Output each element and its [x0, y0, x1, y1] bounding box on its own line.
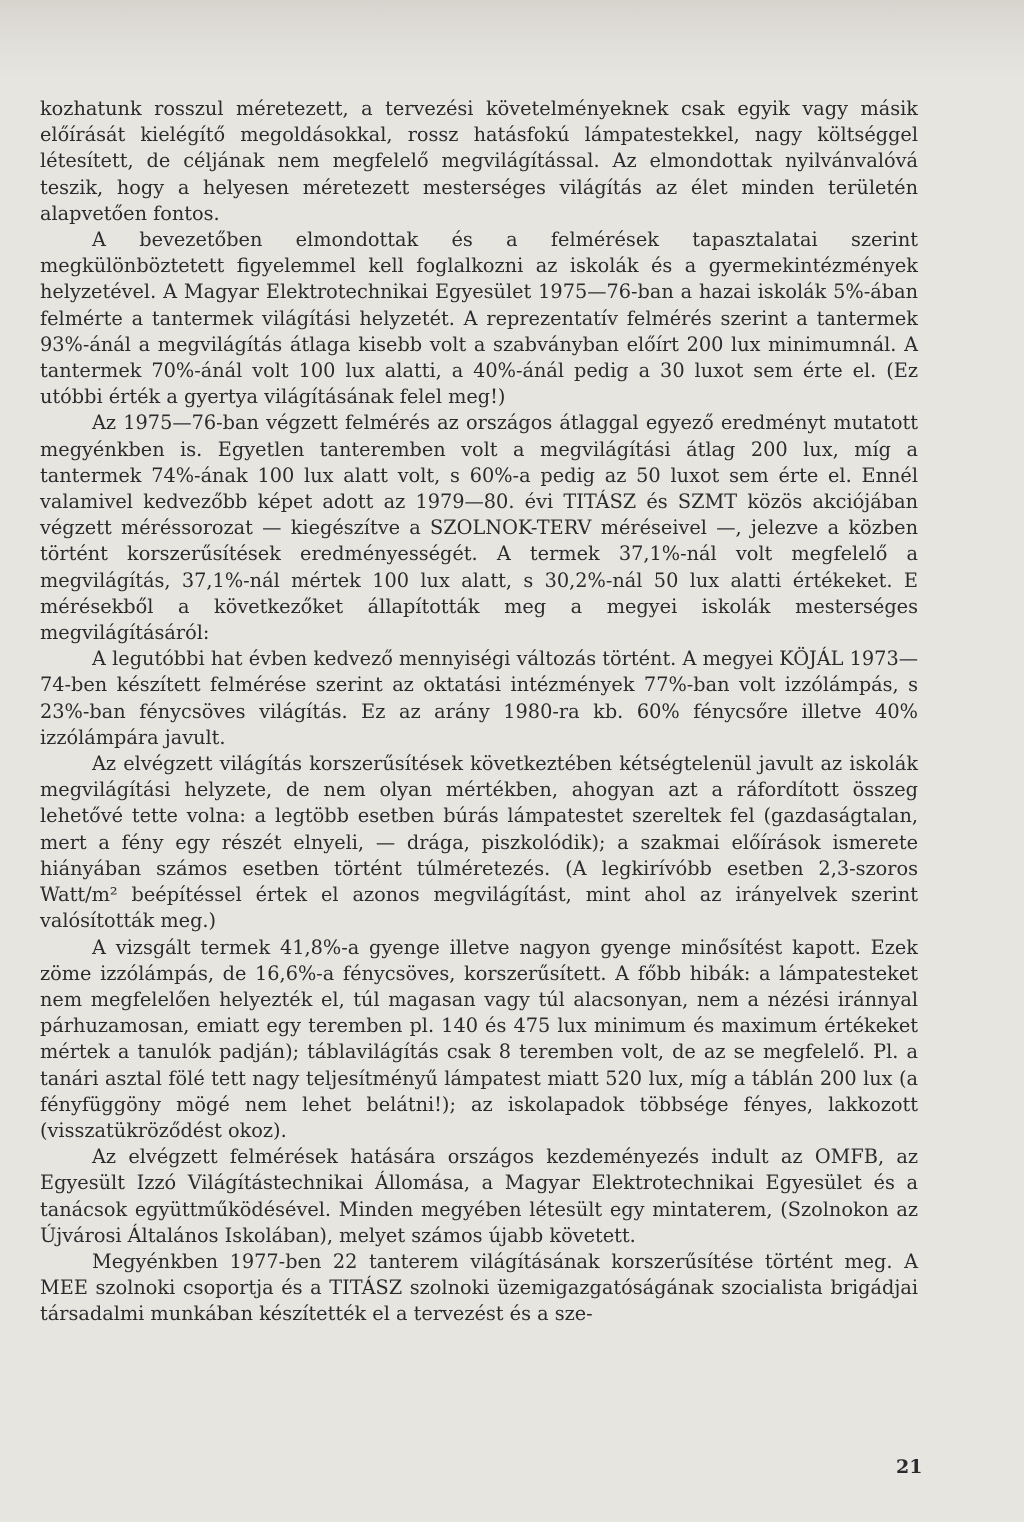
paragraph-6: A vizsgált termek 41,8%-a gyenge illetve nagyon gyenge minősítést kapott. Ezek zöme izzólámpás, de 16,6%-a fénycsöves, korszerűsített. A főbb hibák: a lámpatesteket nem megfelelően helyezték el, túl magasan vagy túl alacsonyan, nem a nézési iránnyal párhuzamosan, emiatt egy teremben pl. 140 és 475 lux minimum és maximum értékeket mértek a tanulók padján); táblavilágítás csak 8 teremben volt, de az se megfelelő. Pl. a tanári asztal fölé tett nagy teljesítményű lámpatest miatt 520 lux, míg a táblán 200 lux (a fényfüggöny mögé nem lehet belátni!); az iskolapadok többsége fényes, lakkozott (visszatükröződést okoz).: [40, 935, 918, 1142]
paragraph-8: Megyénkben 1977-ben 22 tanterem világításának korszerűsítése történt meg. A MEE szolnoki csoportja és a TITÁSZ szolnoki üzemigazgatóságának szocialista brigádjai társadalmi munkában készítették el a tervezést és a sze-: [40, 1249, 918, 1326]
paragraph-4: A legutóbbi hat évben kedvező mennyiségi változás történt. A megyei KÖJÁL 1973—74-ben készített felmérése szerint az oktatási intézmények 77%-ban volt izzólámpás, s 23%-ban fénycsöves világítás. Ez az arány 1980-ra kb. 60% fénycsőre illetve 40% izzólámpára javult.: [40, 647, 918, 749]
page-number: 21: [896, 1456, 923, 1478]
paragraph-5: Az elvégzett világítás korszerűsítések következtében kétségtelenül javult az iskolák megvilágítási helyzete, de nem olyan mértékben, ahogyan azt a ráfordított összeg lehetővé tette volna: a legtöbb esetben búrás lámpatestet szereltek fel (gazdaságtalan, mert a fény egy részét elnyeli, — drága, piszkolódik); a szakmai előírások ismerete hiányában számos esetben történt túlméretezés. (A legkirívóbb esetben 2,3-szoros Watt/m² beépítéssel értek el azonos megvilágítást, mint ahol az irányelvek szerint valósították meg.): [40, 752, 918, 933]
scan-top-shadow: [0, 0, 1024, 80]
page-body: [40, 96, 918, 1328]
paragraph-2: A bevezetőben elmondottak és a felmérések tapasztalatai szerint megkülönböztetett figyelemmel kell foglalkozni az iskolák és a gyermekintézmények helyzetével. A Magyar Elektrotechnikai Egyesület 1975—76-ban a hazai iskolák 5%-ában felmérte a tantermek világítási helyzetét. A reprezentatív felmérés szerint a tantermek 93%-ánál a megvilágítás átlaga kisebb volt a szabványban előírt 200 lux minimumnál. A tantermek 70%-ánál volt 100 lux alatti, a 40%-ánál pedig a 30 luxot sem érte el. (Ez utóbbi érték a gyertya világításának felel meg!): [40, 228, 918, 409]
paragraph-3: Az 1975—76-ban végzett felmérés az országos átlaggal egyező eredményt mutatott megyénkben is. Egyetlen tanteremben volt a megvilágítási átlag 200 lux, míg a tantermek 74%-ának 100 lux alatt volt, s 60%-a pedig az 50 luxot sem érte el. Ennél valamivel kedvezőbb képet adott az 1979—80. évi TITÁSZ és SZMT közös akciójában végzett méréssorozat — kiegészítve a SZOLNOK-TERV méréseivel —, jelezve a közben történt korszerűsítések eredményességét. A termek 37,1%-nál volt megfelelő a megvilágítás, 37,1%-nál mértek 100 lux alatt, s 30,2%-nál 50 lux alatti értékeket. E mérésekből a következőket állapították meg a megyei iskolák mesterséges megvilágításáról:: [40, 411, 918, 645]
paragraph-1: kozhatunk rosszul méretezett, a tervezési követelményeknek csak egyik vagy másik előírását kielégítő megoldásokkal, rossz hatásfokú lámpatestekkel, nagy költséggel létesített, de céljának nem megfelelő megvilágítással. Az elmondottak nyilvánvalóvá teszik, hogy a helyesen méretezett mesterséges világítás az élet minden területén alapvetően fontos.: [40, 97, 918, 225]
paragraph-7: Az elvégzett felmérések hatására országos kezdeményezés indult az OMFB, az Egyesült Izzó Világítástechnikai Állomása, a Magyar Elektrotechnikai Egyesület és a tanácsok együttműködésével. Minden megyében létesült egy mintaterem, (Szolnokon az Újvárosi Általános Iskolában), melyet számos újabb követett.: [40, 1145, 918, 1247]
